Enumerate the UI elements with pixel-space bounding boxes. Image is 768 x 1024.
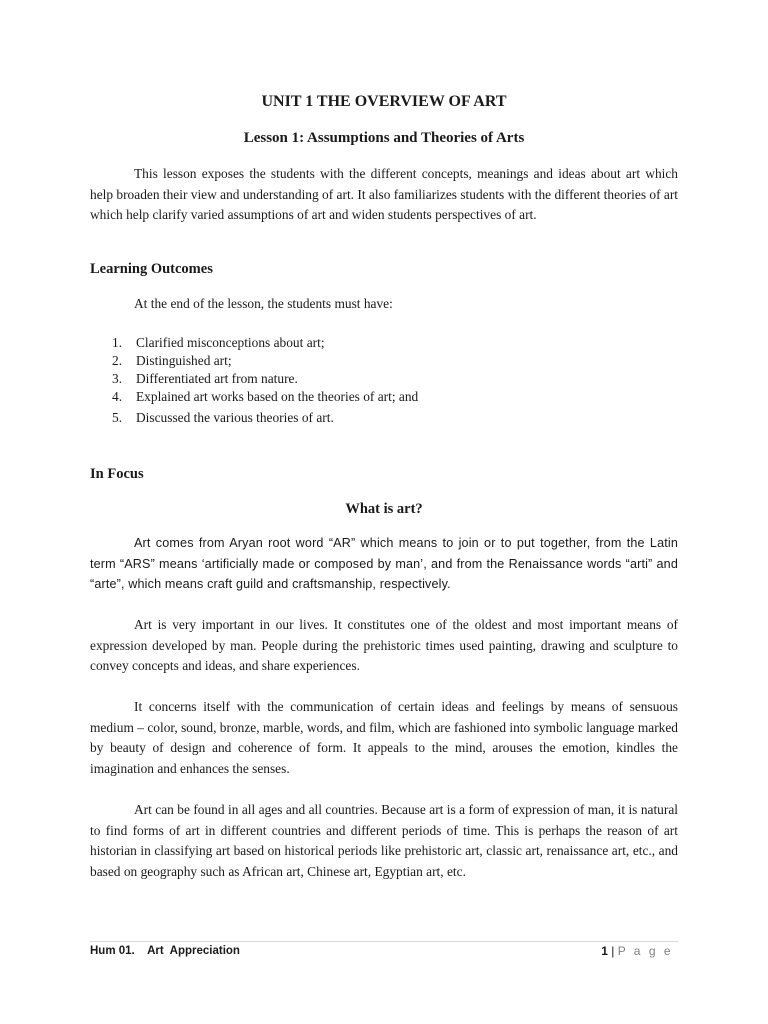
list-item-number: 3. <box>112 371 123 386</box>
in-focus-heading: In Focus <box>90 466 144 482</box>
body-paragraph: Art can be found in all ages and all countries. Because art is a form of expression of man, it is natural to find forms of art in different countries and different periods of time. This is perhaps the reason of art historian in classifying art based on historical periods like prehistoric art, classic art, renaissance art, etc., and based on geography such as African art, Chinese art, Egyptian art, etc. <box>90 802 678 880</box>
list-item-number: 2. <box>112 353 123 368</box>
page-number: 1 <box>601 944 608 958</box>
body-paragraph: Art is very important in our lives. It constitutes one of the oldest and most important means of expression developed by man. People during the prehistoric times used painting, drawing and sculpture to convey concepts and ideas, and share experiences. <box>90 617 678 674</box>
list-item-text: Differentiated art from nature. <box>136 371 298 386</box>
body-paragraph: It concerns itself with the communication of certain ideas and feelings by means of sensuous medium – color, sound, bronze, marble, words, and film, which are fashioned into symbolic language marked by beauty of design and coherence of form. It appeals to the mind, arouses the emotion, kindles the imagination and enhances the senses. <box>90 699 678 777</box>
footer-page-indicator <box>601 944 673 958</box>
lesson-title: Lesson 1: Assumptions and Theories of Arts <box>243 130 525 146</box>
list-item <box>90 410 334 426</box>
list-item-text: Clarified misconceptions about art; <box>136 335 325 350</box>
list-item-number: 4. <box>112 389 123 404</box>
footer-course-label: Hum 01. Art Appreciation <box>90 945 240 957</box>
list-item-number: 5. <box>112 410 123 425</box>
list-item <box>90 371 298 387</box>
list-item-text: Distinguished art; <box>136 353 232 368</box>
body-paragraph: Art comes from Aryan root word “AR” which means to join or to put together, from the Latin term “ARS” means ‘artificially made or composed by man’, and from the Renaissance words “arti” and “arte”, which means craft guild and craftsmanship, respectively. <box>90 536 678 592</box>
page-separator: | <box>607 944 618 958</box>
unit-title: UNIT 1 THE OVERVIEW OF ART <box>261 93 507 110</box>
footer-divider <box>90 941 678 942</box>
page-word: P a g e <box>617 944 673 958</box>
list-item-number: 1. <box>112 335 123 350</box>
list-item <box>90 353 232 369</box>
list-item-text: Explained art works based on the theories of art; and <box>136 389 419 404</box>
list-item <box>90 335 325 351</box>
what-is-art-heading: What is art? <box>345 501 423 517</box>
intro-paragraph: This lesson exposes the students with the different concepts, meanings and ideas about art which help broaden their view and understanding of art. It also familiarizes students with the different theories of art which help clarify varied assumptions of art and widen students perspectives of art. <box>90 166 679 223</box>
learning-outcomes-heading: Learning Outcomes <box>90 261 213 277</box>
learning-outcomes-intro: At the end of the lesson, the students must have: <box>134 296 393 311</box>
list-item <box>90 389 418 405</box>
list-item-text: Discussed the various theories of art. <box>136 410 334 425</box>
